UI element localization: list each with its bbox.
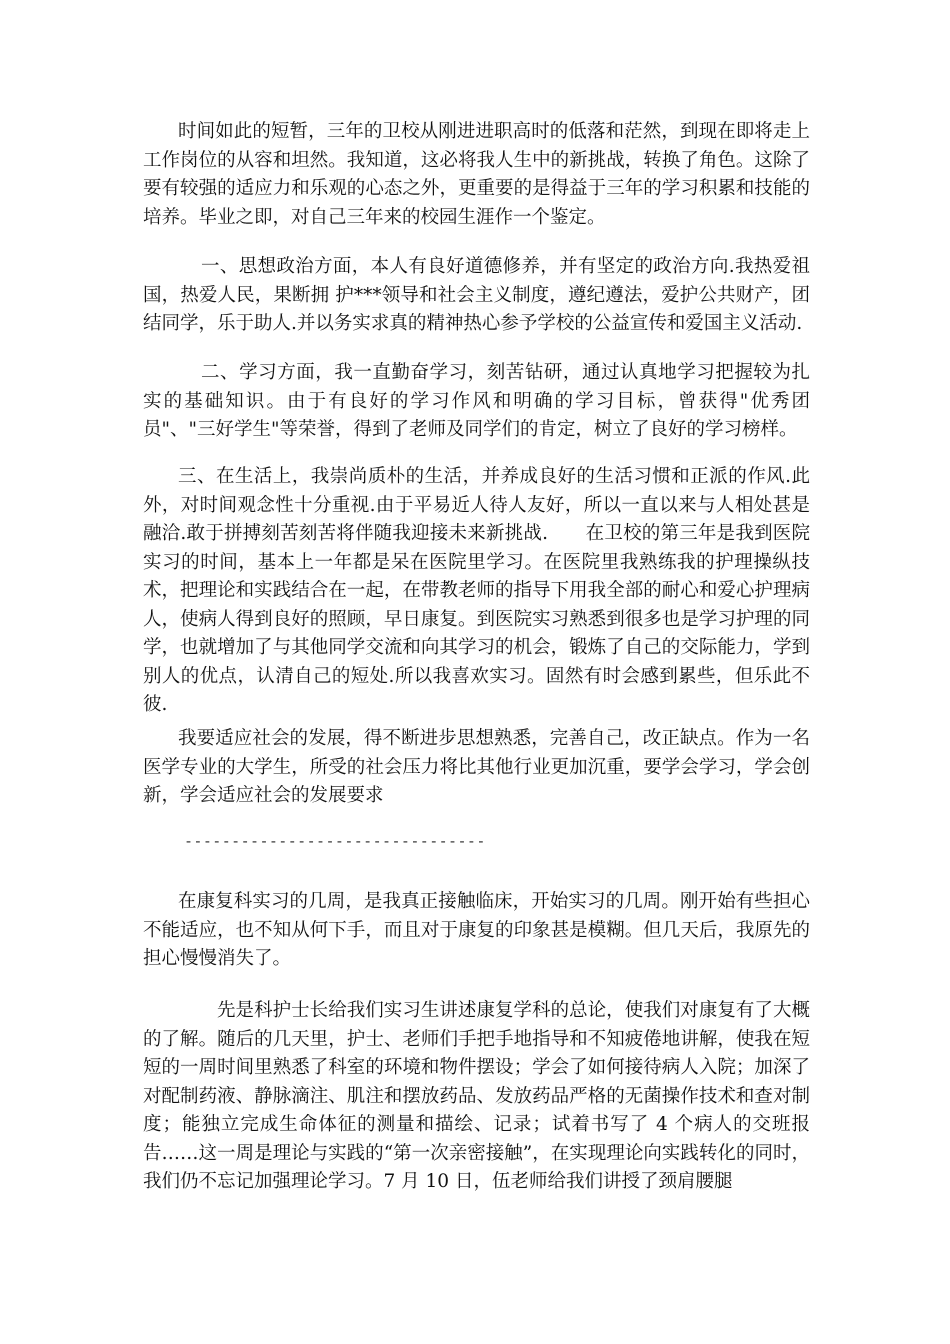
paragraph-life: 三、在生活上，我崇尚质朴的生活，并养成良好的生活习惯和正派的作风.此外，对时间观念性十分重视.由于平易近人待人友好，所以一直以来与人相处甚是融洽.敢于拼搏刻苦刻苦将伴随我迎接未来新挑战. 在卫校的第三年是我到医院实习的时间，基本上一年都是呆在医院里学习。在医院里我熟练我的护理操纵技术，把理论和实践结合在一起，在带教老师的指导下用我全部的耐心和爱心护理病人，使病人得到良好的照顾，早日康复。到医院实习熟悉到很多也是学习护理的同学，也就增加了与其他同学交流和向其学习的机会，锻炼了自己的交际能力，学到别人的优点，认清自己的短处.所以我喜欢实习。固然有时会感到累些，但乐此不彼. [143, 466, 810, 715]
paragraph-rehab-detail: 先是科护士长给我们实习生讲述康复学科的总论，使我们对康复有了大概的了解。随后的几天里，护士、老师们手把手地指导和不知疲倦地讲解，使我在短短的一周时间里熟悉了科室的环境和物件摆设；学会了如何接待病人入院；加深了对配制药液、静脉滴注、肌注和摆放药品、发放药品严格的无菌操作技术和查对制度；能独立完成生命体征的测量和描绘、记录；试着书写了 4 个病人的交班报告……这一周是理论与实践的“第一次亲密接触”，在实现理论向实践转化的同时，我们仍不忘记加强理论学习。7 月 10 日，伍老师给我们讲授了颈肩腰腿 [143, 1000, 810, 1192]
paragraph-study: 二、学习方面，我一直勤奋学习，刻苦钻研，通过认真地学习把握较为扎实的基础知识。由于有良好的学习作风和明确的学习目标，曾获得"优秀团员"、"三好学生"等荣誉，得到了老师及同学们的肯定，树立了良好的学习榜样。 [143, 362, 810, 440]
paragraph-adapt: 我要适应社会的发展，得不断进步思想熟悉，完善自己，改正缺点。作为一名医学专业的大学生，所受的社会压力将比其他行业更加沉重，要学会学习，学会创新，学会适应社会的发展要求 [143, 728, 810, 806]
separator-line: -------------------------------- [184, 832, 486, 850]
paragraph-political: 一、思想政治方面，本人有良好道德修养，并有坚定的政治方向.我热爱祖国，热爱人民，果断拥 护***领导和社会主义制度，遵纪遵法，爱护公共财产，团结同学，乐于助人.并以务实求真的精神热心参予学校的公益宣传和爱国主义活动. [143, 256, 810, 334]
paragraph-intro: 时间如此的短暂，三年的卫校从刚进进职高时的低落和茫然，到现在即将走上工作岗位的从容和坦然。我知道，这必将我人生中的新挑战，转换了角色。这除了要有较强的适应力和乐观的心态之外，更重要的是得益于三年的学习积累和技能的培养。毕业之即，对自己三年来的校园生涯作一个鉴定。 [143, 121, 810, 228]
paragraph-rehab-intro: 在康复科实习的几周，是我真正接触临床，开始实习的几周。刚开始有些担心不能适应，也不知从何下手，而且对于康复的印象甚是模糊。但几天后，我原先的担心慢慢消失了。 [143, 891, 810, 969]
